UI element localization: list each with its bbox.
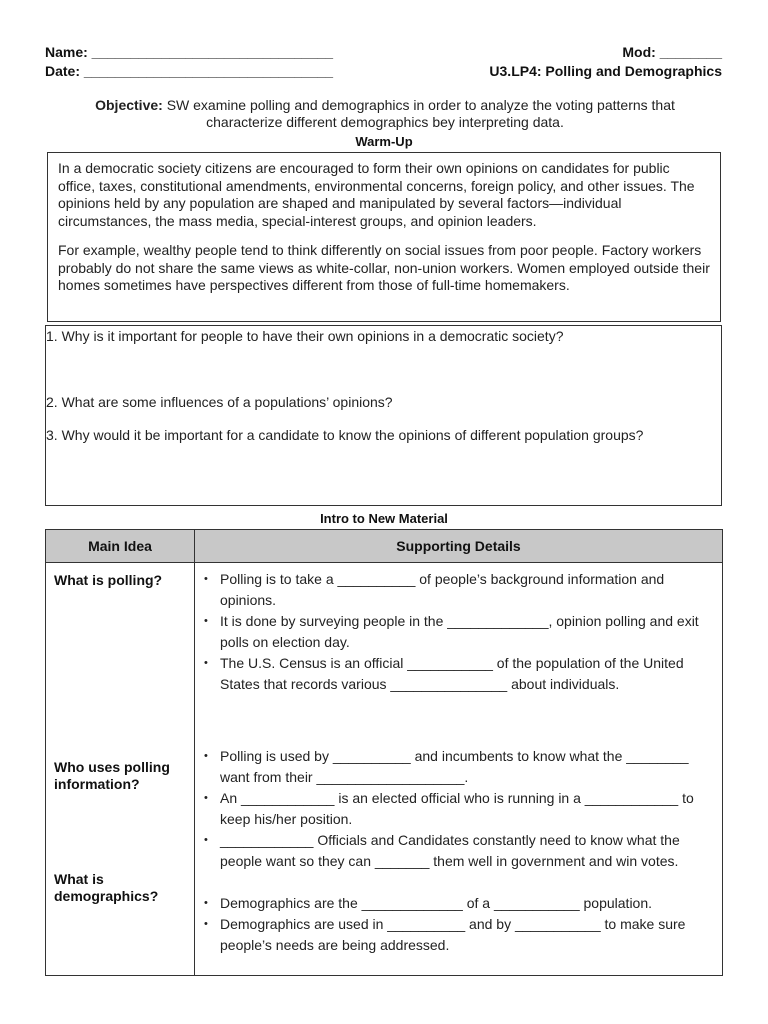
- list-item: • Demographics are the _____________ of a ___________ population.: [195, 893, 722, 914]
- main-idea-column: [46, 563, 195, 976]
- main-idea-demographics: What is demographics?: [54, 871, 159, 904]
- date-field[interactable]: Date: ________________________________: [45, 63, 334, 79]
- supporting-details-header: Supporting Details: [195, 530, 723, 563]
- who-uses-details: [195, 746, 722, 872]
- objective: [60, 97, 710, 131]
- objective-text: SW examine polling and demographics in order to analyze the voting patterns that characterize different demographics bey interpreting data.: [162, 97, 675, 130]
- warmup-question-2: 2. What are some influences of a populations’ opinions?: [46, 394, 393, 410]
- main-idea-header: Main Idea: [46, 530, 195, 563]
- objective-label: Objective:: [95, 97, 163, 113]
- warmup-question-1: 1. Why is it important for people to have their own opinions in a democratic society?: [46, 328, 564, 344]
- table-header-row: [46, 530, 723, 563]
- warmup-paragraph: For example, wealthy people tend to think differently on social issues from poor people. Factory workers probably do not share the same views as white-collar, non-union workers. Women employed outside their homes sometimes have perspectives different from those of full-time homemakers.: [58, 242, 710, 293]
- warmup-paragraph: In a democratic society citizens are encouraged to form their own opinions on candidates for public office, taxes, constitutional amendments, environmental concerns, foreign policy, and other issues. The opinions held by any population are shaped and manipulated by several factors—individual circumstances, the mass media, special-interest groups, and opinion leaders.: [58, 160, 695, 229]
- warmup-title: Warm-Up: [355, 134, 413, 149]
- list-item: • The U.S. Census is an official ___________ of the population of the United States that records various _______________ about individuals.: [195, 653, 722, 695]
- list-item: • Polling is to take a __________ of people’s background information and opinions.: [195, 569, 722, 611]
- list-item: • ____________ Officials and Candidates constantly need to know what the people want so they can _______ them well in government and win votes.: [195, 830, 722, 872]
- intro-title: Intro to New Material: [320, 511, 448, 526]
- main-idea-who-uses: Who uses polling information?: [54, 759, 170, 792]
- supporting-details-column: [195, 563, 723, 976]
- name-field[interactable]: Name: _______________________________: [45, 44, 334, 60]
- polling-details: [195, 569, 722, 695]
- list-item: • An ____________ is an elected official who is running in a ____________ to keep his/her position.: [195, 788, 722, 830]
- warmup-question-3: 3. Why would it be important for a candidate to know the opinions of different population groups?: [46, 427, 644, 443]
- list-item: • It is done by surveying people in the _____________, opinion polling and exit polls on election day.: [195, 611, 722, 653]
- table-row: [46, 563, 723, 976]
- list-item: • Polling is used by __________ and incumbents to know what the ________ want from their ___________________.: [195, 746, 722, 788]
- main-idea-polling: What is polling?: [54, 572, 163, 588]
- demographics-details: [195, 893, 722, 956]
- mod-field[interactable]: Mod: ________: [622, 44, 722, 60]
- list-item: • Demographics are used in __________ and by ___________ to make sure people’s needs are being addressed.: [195, 914, 722, 956]
- warmup-questions-box[interactable]: [45, 325, 722, 506]
- lesson-title: U3.LP4: Polling and Demographics: [489, 63, 722, 79]
- notes-table: [45, 529, 723, 976]
- warmup-reading-box: [47, 152, 721, 322]
